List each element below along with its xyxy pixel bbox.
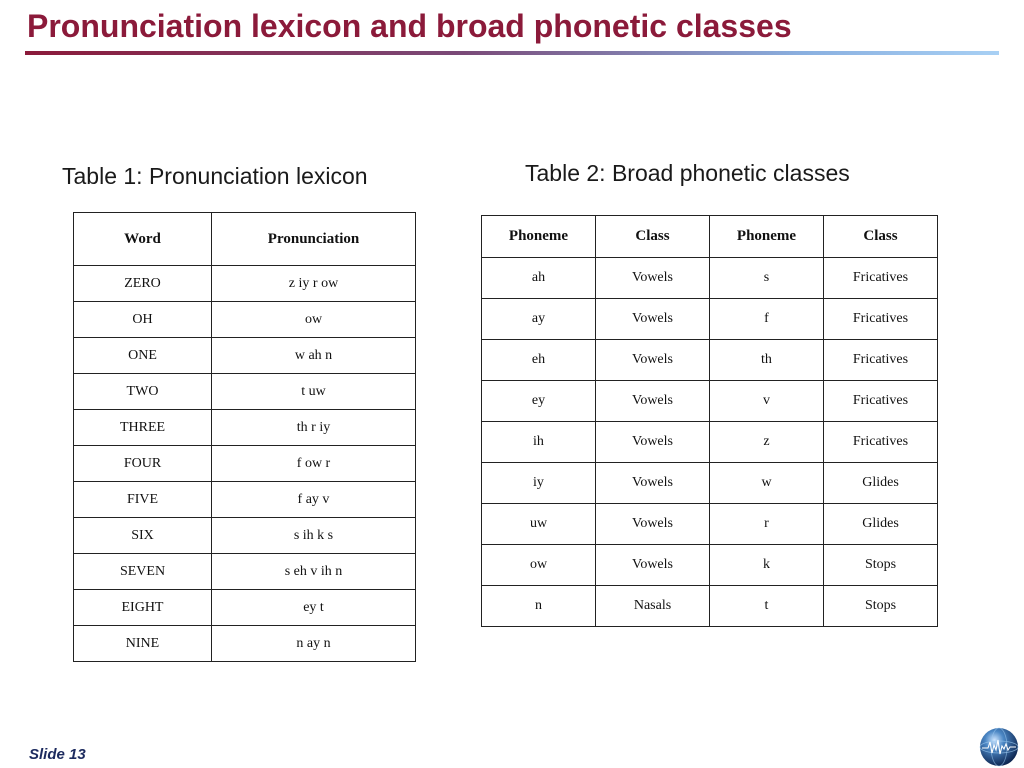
pronunciation-cell: t uw — [212, 374, 416, 410]
column-header-word: Word — [74, 213, 212, 266]
table-row — [482, 340, 938, 381]
class-cell: Stops — [824, 586, 938, 627]
phoneme-cell: s — [710, 258, 824, 299]
pronunciation-cell: w ah n — [212, 338, 416, 374]
phoneme-cell: t — [710, 586, 824, 627]
phoneme-cell: n — [482, 586, 596, 627]
pronunciation-cell: s ih k s — [212, 518, 416, 554]
word-cell: SIX — [74, 518, 212, 554]
table-row — [482, 299, 938, 340]
globe-logo-icon — [978, 726, 1020, 768]
phoneme-cell: th — [710, 340, 824, 381]
table1-caption: Table 1: Pronunciation lexicon — [62, 163, 368, 189]
table-row — [74, 410, 416, 446]
table-row — [74, 590, 416, 626]
pronunciation-cell: f ay v — [212, 482, 416, 518]
broad-phonetic-classes-table — [481, 215, 938, 627]
class-cell: Stops — [824, 545, 938, 586]
table-header-row — [74, 213, 416, 266]
class-cell: Vowels — [596, 381, 710, 422]
phoneme-cell: ay — [482, 299, 596, 340]
phoneme-cell: k — [710, 545, 824, 586]
class-cell: Vowels — [596, 258, 710, 299]
phoneme-cell: f — [710, 299, 824, 340]
table-row — [74, 518, 416, 554]
table-row — [74, 554, 416, 590]
phoneme-cell: z — [710, 422, 824, 463]
title-divider — [25, 51, 999, 55]
class-cell: Vowels — [596, 463, 710, 504]
word-cell: FOUR — [74, 446, 212, 482]
table-row — [74, 302, 416, 338]
column-header-class: Class — [824, 216, 938, 258]
table-row — [482, 545, 938, 586]
phoneme-cell: ow — [482, 545, 596, 586]
table-row — [74, 338, 416, 374]
class-cell: Vowels — [596, 299, 710, 340]
phoneme-cell: ih — [482, 422, 596, 463]
class-cell: Vowels — [596, 504, 710, 545]
pronunciation-cell: ey t — [212, 590, 416, 626]
word-cell: ONE — [74, 338, 212, 374]
word-cell: ZERO — [74, 266, 212, 302]
word-cell: EIGHT — [74, 590, 212, 626]
table-row — [74, 446, 416, 482]
table-row — [482, 258, 938, 299]
class-cell: Vowels — [596, 422, 710, 463]
word-cell: THREE — [74, 410, 212, 446]
slide-title: Pronunciation lexicon and broad phonetic classes — [27, 8, 792, 44]
pronunciation-cell: s eh v ih n — [212, 554, 416, 590]
class-cell: Vowels — [596, 340, 710, 381]
phoneme-cell: v — [710, 381, 824, 422]
phoneme-cell: uw — [482, 504, 596, 545]
table-row — [74, 626, 416, 662]
class-cell: Fricatives — [824, 258, 938, 299]
slide-number: Slide 13 — [29, 746, 86, 763]
pronunciation-cell: f ow r — [212, 446, 416, 482]
column-header-phoneme: Phoneme — [482, 216, 596, 258]
pronunciation-lexicon-table — [73, 212, 416, 662]
class-cell: Glides — [824, 463, 938, 504]
word-cell: OH — [74, 302, 212, 338]
table-row — [74, 266, 416, 302]
word-cell: SEVEN — [74, 554, 212, 590]
phoneme-cell: iy — [482, 463, 596, 504]
pronunciation-cell: n ay n — [212, 626, 416, 662]
table2-caption: Table 2: Broad phonetic classes — [525, 160, 850, 186]
table-row — [482, 422, 938, 463]
pronunciation-cell: ow — [212, 302, 416, 338]
word-cell: NINE — [74, 626, 212, 662]
column-header-class: Class — [596, 216, 710, 258]
table-row — [482, 504, 938, 545]
phoneme-cell: ey — [482, 381, 596, 422]
class-cell: Nasals — [596, 586, 710, 627]
table-row — [74, 482, 416, 518]
pronunciation-cell: z iy r ow — [212, 266, 416, 302]
table-row — [74, 374, 416, 410]
phoneme-cell: w — [710, 463, 824, 504]
phoneme-cell: ah — [482, 258, 596, 299]
word-cell: FIVE — [74, 482, 212, 518]
class-cell: Glides — [824, 504, 938, 545]
class-cell: Vowels — [596, 545, 710, 586]
phoneme-cell: r — [710, 504, 824, 545]
class-cell: Fricatives — [824, 340, 938, 381]
column-header-pronunciation: Pronunciation — [212, 213, 416, 266]
table-row — [482, 586, 938, 627]
table-row — [482, 381, 938, 422]
class-cell: Fricatives — [824, 381, 938, 422]
word-cell: TWO — [74, 374, 212, 410]
pronunciation-cell: th r iy — [212, 410, 416, 446]
phoneme-cell: eh — [482, 340, 596, 381]
table-header-row — [482, 216, 938, 258]
table-row — [482, 463, 938, 504]
column-header-phoneme: Phoneme — [710, 216, 824, 258]
class-cell: Fricatives — [824, 299, 938, 340]
class-cell: Fricatives — [824, 422, 938, 463]
